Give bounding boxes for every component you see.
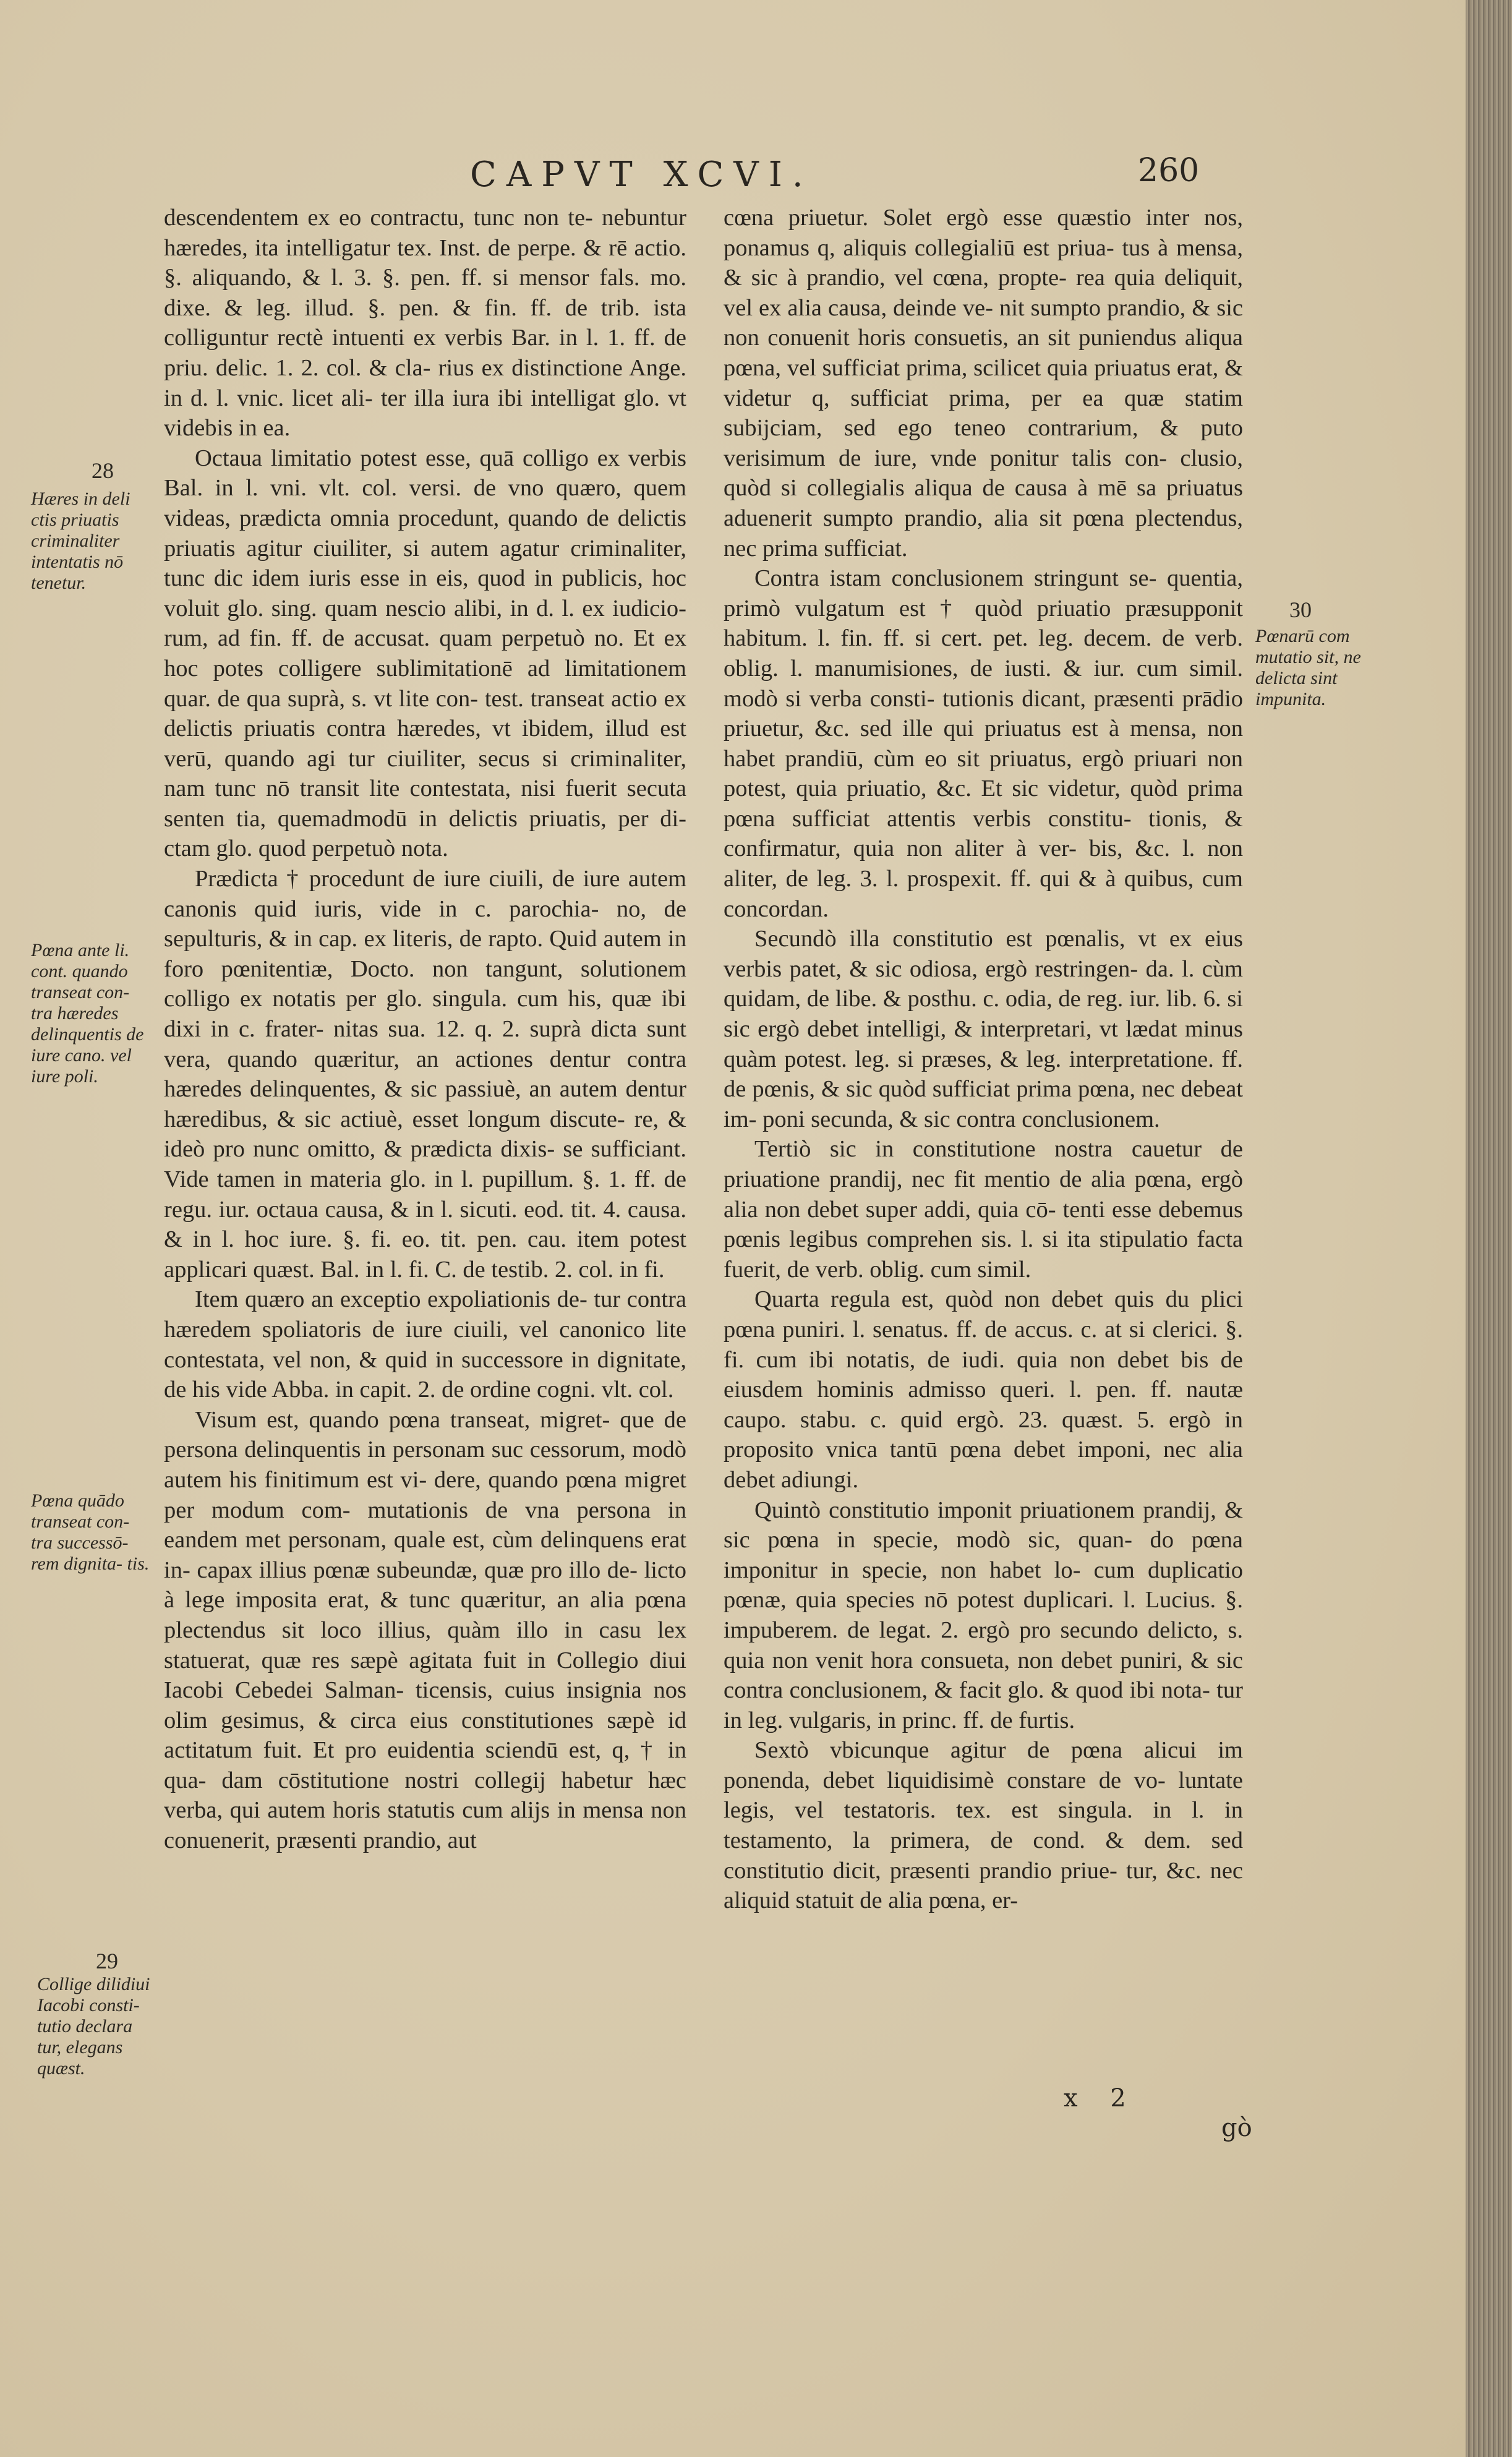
margin-note: Hæres in deli ctis priuatis criminaliter intentatis nō tenetur. — [31, 489, 130, 593]
margin-note: Pœnarū com mutatio sit, ne delicta sint impunita. — [1255, 626, 1361, 709]
signature-mark: x 2 — [1064, 2084, 1138, 2113]
paragraph: Quarta regula est, quòd non debet quis du plici pœna puniri. l. senatus. ff. de accus. c. at si clerici. §. fi. cum ibi notatis, de iudi. quia non debet bis de eiusdem hominis admisso queri. l. pen. ff. nautæ caupo. stabu. c. quid ergò. 23. quæst. 5. ergò in proposito vnica tantū pœna debet imponi, nec alia debet adiungi. — [724, 1286, 1243, 1493]
paragraph: Sextò vbicunque agitur de pœna alicui im ponenda, debet liquidisimè constare de vo- luntate legis, vel testatoris. tex. est singula. in l. in testamento, la primera, de cond. & dem. sed constitutio dicit, præsenti prandio priue- tur, &c. nec aliquid statuit de alia pœna, er- — [724, 1737, 1243, 1914]
margin-note-number: 28 — [92, 458, 114, 483]
paragraph: cœna priuetur. Solet ergò esse quæstio inter nos, ponamus q, aliquis collegialiū est priua- tus à mensa, & sic à prandio, vel cœna, propte- rea quia deliquit, vel ex alia causa, deinde ve- nit sumpto prandio, & sic non conuenit horis consuetis, an sit puniendus aliqua pœna, vel sufficiat prima, scilicet quia priuatus erat, & videtur q, sufficiat prima, per ea quæ statim subijciam, sed ego teneo contrarium, & puto verisimum de iure, vnde ponitur talis con- clusio, quòd si collegialis aliqua de causa à mē sa priuatus aduenerit sumpto prandio, alia sit pœna plectendus, nec prima sufficiat. — [724, 205, 1243, 562]
margin-note: Pœna ante li. cont. quando transeat con- tra hæredes delinquentis de iure cano. vel iure poli. — [31, 940, 144, 1087]
running-head: CAPVT XCVI. — [470, 155, 813, 195]
margin-note-number: 29 — [96, 1949, 118, 1973]
paragraph: Contra istam conclusionem stringunt se- quentia, primò vulgatum est † quòd priuatio præsupponit habitum. l. fin. ff. si cert. pet. leg. decem. de verb. oblig. l. manumisiones, de iusti. & iur. cum simil. modò si verba consti- tutionis dicant, præsenti prādio priuetur, &c. sed ille qui priuatus est à mensa, non habet prandiū, cùm eo sit priuatus, ergò priuari non potest, quia priuatio, &c. Et sic videtur, quòd prima pœna sufficiat attentis verbis constitu- tionis, & confirmatur, quia non aliter à ver- bis, &c. l. non aliter, de leg. 3. l. prospexit. ff. qui & à quibus, cum concordan. — [724, 565, 1243, 922]
paragraph: Tertiò sic in constitutione nostra cauetur de priuatione prandij, nec fit mentio de alia pœna, ergò alia non debet super addi, quia cō- tenti esse debemus pœnis legibus comprehen sis. l. si ita stipulatio facta fuerit, de verb. oblig. cum simil. — [724, 1136, 1243, 1283]
right-column — [724, 203, 1243, 1916]
catchword: gò — [1221, 2114, 1252, 2142]
paragraph: Visum est, quando pœna transeat, migret- que de persona delinquentis in personam suc cessorum, modò autem his finitimum est vi- dere, quando pœna migret per modum com- mutationis de vna persona in eandem met personam, quale est, cùm delinquens erat in- capax illius pœnæ subeundæ, quæ pro illo de- licto à lege imposita erat, & tunc quæritur, an alia pœna plectendus sit loco illius, quàm illo in casu lex statuerat, quæ res sæpè agitata fuit in Collegio diui Iacobi Cebedei Salman- ticensis, cuius insignia nos olim gesimus, & circa eius constitutiones sæpè id actitatum fuit. Et pro euidentia sciendū est, q, † in qua- dam cōstitutione nostri collegij habetur hæc verba, qui autem horis statutis cum alijs in mensa non conuenerit, præsenti prandio, aut — [164, 1406, 686, 1854]
margin-note: Pœna quādo transeat con- tra successō- rem dignita- tis. — [31, 1490, 150, 1574]
paragraph: descendentem ex eo contractu, tunc non te- nebuntur hæredes, ita intelligatur tex. Inst. de perpe. & rē actio. §. aliquando, & l. 3. §. pen. ff. si mensor fals. mo. dixe. & leg. illud. §. pen. & fin. ff. de trib. ista colliguntur rectè intuenti ex verbis Bar. in l. 1. ff. de priu. delic. 1. 2. col. & cla- rius ex distinctione Ange. in d. l. vnic. licet ali- ter illa iura ibi intelligat glo. vt videbis in ea. — [164, 205, 686, 442]
margin-note-number: 30 — [1289, 597, 1312, 622]
paragraph: Octaua limitatio potest esse, quā colligo ex verbis Bal. in l. vni. vlt. col. versi. de vno quæro, quem videas, prædicta omnia procedunt, quando de delictis priuatis agitur ciuiliter, si autem agatur criminaliter, tunc dic idem iuris esse in eis, quod in publicis, hoc voluit glo. sing. quam nescio alibi, in d. l. ex iudicio- rum, ad fin. ff. de accusat. quam perpetuò no. Et ex hoc potes colligere sublimitationē ad limitationem quar. de qua suprà, s. vt lite con- test. transeat actio ex delictis priuatis contra hæredes, vt ibidem, illud est verū, quando agi tur ciuiliter, secus si criminaliter, nam tunc nō transit lite contestata, nisi fuerit secuta senten tia, quemadmodū in delictis priuatis, per di- ctam glo. quod perpetuò nota. — [164, 445, 686, 862]
paragraph: Prædicta † procedunt de iure ciuili, de iure autem canonis quid iuris, vide in c. parochia- no, de sepulturis, & in cap. ex literis, de rapto. Quid autem in foro pœnitentiæ, Docto. non tangunt, solutionem colligo ex notatis per glo. singula. cum his, quæ ibi dixi in c. frater- nitas sua. 12. q. 2. suprà dicta sunt vera, quando quæritur, an actiones dentur contra hæredes delinquentes, & sic passiuè, an autem dentur hæredibus, & sic actiuè, esset longum discute- re, & ideò pro nunc omitto, & prædicta dixis- se sufficiant. Vide tamen in materia glo. in l. pupillum. §. 1. ff. de regu. iur. octaua causa, & in l. sicuti. eod. tit. 4. causa. & in l. hoc iure. §. fi. eo. tit. pen. cau. item potest applicari quæst. Bal. in l. fi. C. de testib. 2. col. in fi. — [164, 866, 686, 1283]
margin-note: Collige dilidiui Iacobi consti- tutio declara tur, elegans quæst. — [37, 1974, 150, 2079]
page-edges — [1466, 0, 1512, 2457]
left-column — [164, 203, 686, 1856]
paragraph: Quintò constitutio imponit priuationem prandij, & sic pœna in specie, modò sic, quan- do pœna imponitur in specie, non habet lo- cum duplicatio pœnæ, quia species nō potest duplicari. l. Lucius. §. impuberem. de legat. 2. ergò pro secundo delicto, s. quia non venit hora consueta, non debet puniri, & sic contra conclusionem, & facit glo. & quod ibi nota- tur in leg. vulgaris, in princ. ff. de furtis. — [724, 1497, 1243, 1733]
page-number: 260 — [1138, 152, 1200, 189]
paragraph: Secundò illa constitutio est pœnalis, vt ex eius verbis patet, & sic odiosa, ergò restringen- da. l. cùm quidam, de libe. & posthu. c. odia, de reg. iur. lib. 6. si sic ergò debet intelligi, & interpretari, vt lædat minus quàm potest. leg. si præses, & leg. interpretatione. ff. de pœnis, & sic quòd sufficiat prima pœna, nec debeat im- poni secunda, & sic contra conclusionem. — [724, 926, 1243, 1132]
paragraph: Item quæro an exceptio expoliationis de- tur contra hæredem spoliatoris de iure ciuili, vel canonico lite contestata, vel non, & quid in successore in dignitate, de his vide Abba. in capit. 2. de ordine cogni. vlt. col. — [164, 1286, 686, 1403]
